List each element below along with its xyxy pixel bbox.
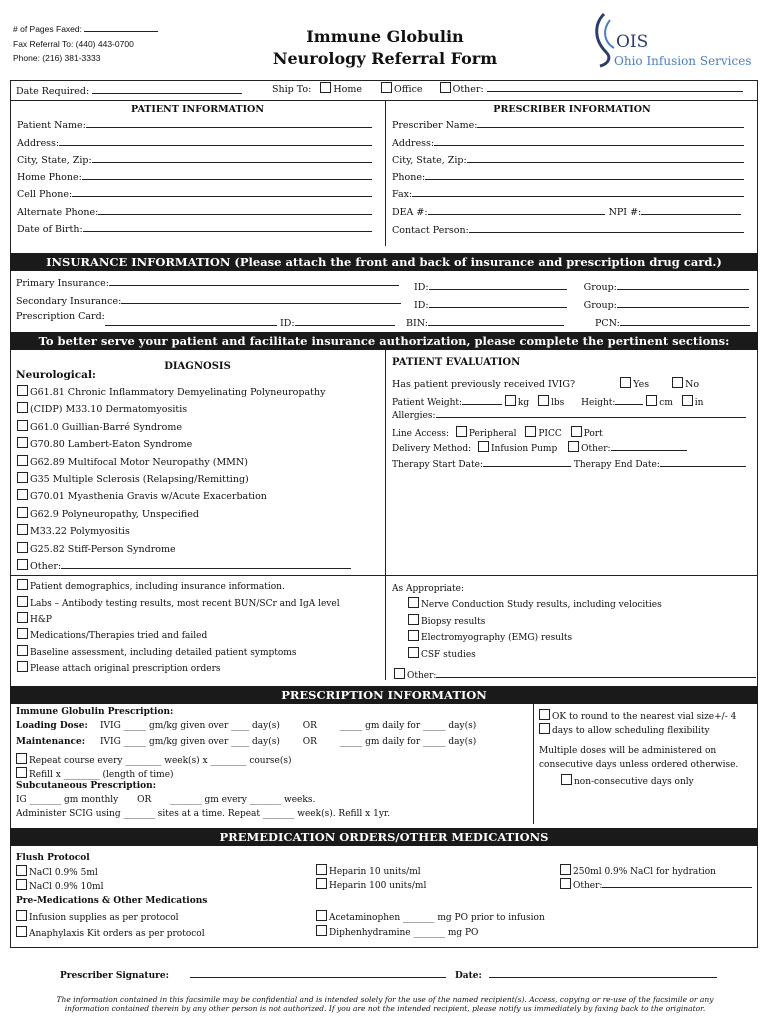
weight-row — [392, 395, 703, 408]
document-item — [17, 661, 221, 674]
ig-monthly-row — [16, 795, 315, 805]
document-appropriate-checkbox[interactable] — [408, 597, 419, 608]
secondary-id-field[interactable] — [429, 298, 567, 308]
subq-label: Subcutaneous Prescription: — [16, 781, 157, 791]
document-label: Labs – Antibody testing results, most recent BUN/SCr and IgA level — [30, 599, 340, 609]
administer-text: Administer SCIG using _______ sites at a time. Repeat _______ week(s). Refill x 1yr. — [16, 809, 391, 819]
nacl10-checkbox[interactable] — [16, 879, 27, 890]
repeat-checkbox[interactable] — [16, 753, 27, 764]
patient-field-row — [17, 170, 372, 183]
document-checkbox[interactable] — [17, 612, 28, 623]
cm-label: cm — [659, 398, 673, 408]
maintenance-row — [16, 737, 476, 747]
fax-referral: Fax Referral To: (440) 443-0700 — [13, 38, 134, 49]
document-appropriate-checkbox[interactable] — [408, 630, 419, 641]
patient-field-label: City, State, Zip: — [17, 155, 92, 166]
diagnosis-label: G62.9 Polyneuropathy, Unspecified — [30, 508, 199, 520]
prescriber-field-label: Prescriber Name: — [392, 120, 478, 131]
signature-label: Prescriber Signature: — [60, 971, 169, 981]
document-label: Please attach original prescription orders — [30, 664, 221, 674]
primary-insurance-row — [16, 276, 399, 289]
nonconsec-label: non-consecutive days only — [574, 777, 694, 787]
document-checkbox[interactable] — [17, 596, 28, 607]
page-title — [250, 26, 520, 70]
anaphylaxis-label: Anaphylaxis Kit orders as per protocol — [29, 929, 205, 939]
logo-letters: OIS — [616, 32, 649, 52]
prescription-card-row — [105, 316, 395, 329]
supplies-row — [16, 910, 179, 923]
delivery-row — [392, 441, 687, 454]
date-required-field[interactable] — [92, 84, 242, 94]
premed-other-row — [560, 878, 752, 891]
logo-name: Ohio Infusion Services — [614, 54, 752, 68]
prescriber-field-label: Fax: — [392, 189, 413, 200]
maintenance-daily-text: _____ gm daily for _____ day(s) — [339, 737, 477, 747]
doc-other-field[interactable] — [436, 668, 756, 678]
nacl5-row — [16, 865, 98, 878]
flush-protocol-label: Flush Protocol — [16, 853, 90, 863]
diagnosis-label: M33.22 Polymyositis — [30, 526, 130, 538]
ivig-yes-checkbox[interactable] — [620, 377, 631, 388]
signature-row — [60, 968, 446, 981]
in-checkbox[interactable] — [682, 395, 693, 406]
therapy-start-label: Therapy Start Date: — [392, 460, 483, 470]
prescriber-field-label: Contact Person: — [392, 225, 469, 236]
diagnosis-label: G61.0 Guillian-Barré Syndrome — [30, 421, 182, 433]
bin-label: BIN: — [406, 318, 428, 329]
delivery-other-checkbox[interactable] — [568, 441, 579, 452]
diagnosis-checkbox[interactable] — [17, 385, 28, 396]
prescriber-info-heading: PRESCRIBER INFORMATION — [493, 104, 651, 115]
nacl10-label: NaCl 0.9% 10ml — [29, 882, 104, 892]
delivery-label: Delivery Method: — [392, 444, 472, 454]
sched-row — [539, 723, 710, 736]
sig-date-label: Date: — [455, 971, 482, 981]
prescriber-field-row — [392, 153, 744, 166]
prescriber-field-input[interactable] — [434, 136, 744, 146]
rx-id-field[interactable] — [295, 316, 395, 326]
diagnosis-item — [17, 489, 267, 502]
lbs-label: lbs — [551, 398, 565, 408]
heparin100-row — [316, 878, 426, 891]
document-appropriate-label: Electromyography (EMG) results — [421, 633, 573, 643]
primary-group-field[interactable] — [617, 280, 749, 290]
diphen-label: Diphenhydramine _______ mg PO — [329, 928, 479, 938]
refill-label: Refill x ________ (length of time) — [29, 770, 174, 780]
secondary-insurance-label: Secondary Insurance: — [16, 296, 122, 307]
divider — [10, 100, 758, 101]
refill-row — [16, 767, 174, 780]
primary-group-label: Group: — [583, 282, 617, 293]
sig-date-row — [455, 968, 717, 981]
round-label: OK to round to the nearest vial size+/- 4 — [552, 712, 737, 722]
diagnosis-label: G70.80 Lambert-Eaton Syndrome — [30, 439, 193, 451]
divider — [385, 100, 386, 246]
diagnosis-label: G62.89 Multifocal Motor Neuropathy (MMN) — [30, 456, 248, 468]
lbs-checkbox[interactable] — [538, 395, 549, 406]
height-label: Height: — [581, 398, 616, 408]
prescriber-field-row — [392, 223, 744, 236]
port-checkbox[interactable] — [571, 426, 582, 437]
pcn-label: PCN: — [594, 318, 620, 329]
document-appropriate-label: CSF studies — [421, 649, 476, 660]
sched-label: days to allow scheduling flexibility — [552, 726, 710, 736]
infusion-pump-checkbox[interactable] — [478, 441, 489, 452]
prescriber-field-row — [392, 205, 741, 218]
rx-id-label: ID: — [280, 318, 295, 329]
diagnosis-checkbox[interactable] — [17, 489, 28, 500]
pcn-field[interactable] — [620, 316, 750, 326]
patient-field-input[interactable] — [98, 205, 372, 215]
pages-faxed-field[interactable] — [84, 22, 158, 32]
bin-field[interactable] — [428, 316, 564, 326]
document-label: Patient demographics, including insurance information. — [30, 582, 285, 592]
title-line-1: Immune Globulin — [306, 27, 464, 46]
diagnosis-checkbox[interactable] — [17, 472, 28, 483]
document-item-appropriate — [408, 630, 572, 643]
prescriber-field-label: DEA #: — [392, 207, 428, 218]
diagnosis-item — [17, 472, 249, 485]
ig-monthly-text: IG _______ gm monthly — [16, 795, 119, 805]
loading-daily-text: _____ gm daily for _____ day(s) — [339, 721, 477, 731]
phone: Phone: (216) 381-3333 — [13, 53, 101, 63]
date-required-row — [16, 84, 242, 97]
diagnosis-other-field[interactable] — [61, 559, 351, 569]
diagnosis-item — [17, 385, 325, 398]
subq-or: OR — [137, 795, 152, 805]
prescriber-field-input[interactable] — [477, 118, 744, 128]
peripheral-checkbox[interactable] — [456, 426, 467, 437]
round-row — [539, 709, 736, 722]
doc-other-checkbox[interactable] — [394, 668, 405, 679]
allergies-row — [392, 408, 746, 421]
neurological-label: Neurological: — [16, 369, 96, 381]
document-checkbox[interactable] — [17, 628, 28, 639]
prev-ivig-row — [392, 377, 699, 390]
primary-id-field[interactable] — [429, 280, 567, 290]
prescriber-field-input[interactable] — [425, 170, 744, 180]
secondary-insurance-field[interactable] — [121, 294, 401, 304]
diagnosis-checkbox[interactable] — [17, 455, 28, 466]
nonconsec-row — [561, 774, 694, 787]
prescription-heading: PRESCRIPTION INFORMATION — [10, 686, 758, 704]
document-label: Medications/Therapies tried and failed — [30, 631, 208, 641]
ship-other-checkbox[interactable] — [440, 82, 451, 93]
patient-field-label: Date of Birth: — [17, 224, 83, 235]
document-item-appropriate — [408, 614, 485, 627]
therapy-dates-row — [392, 457, 746, 470]
secondary-id-row — [414, 298, 749, 311]
cm-checkbox[interactable] — [646, 395, 657, 406]
heparin100-checkbox[interactable] — [316, 878, 327, 889]
company-logo — [590, 10, 760, 72]
sig-date-field[interactable] — [489, 968, 717, 978]
sched-checkbox[interactable] — [539, 723, 550, 734]
premed-label: Pre-Medications & Other Medications — [16, 896, 208, 906]
heparin10-checkbox[interactable] — [316, 864, 327, 875]
ivig-no-checkbox[interactable] — [672, 377, 683, 388]
anaphylaxis-row — [16, 926, 205, 939]
premed-other-field[interactable] — [602, 878, 752, 888]
document-item — [17, 579, 285, 592]
nacl5-checkbox[interactable] — [16, 865, 27, 876]
ship-to-row — [272, 82, 743, 95]
repeat-label: Repeat course every ________ week(s) x ________ course(s) — [29, 756, 292, 766]
document-appropriate-checkbox[interactable] — [408, 647, 419, 658]
nacl10-row — [16, 879, 103, 892]
patient-field-row — [17, 118, 372, 131]
prescriber-field-label: Phone: — [392, 172, 426, 183]
prescriber-field-row — [392, 170, 744, 183]
picc-checkbox[interactable] — [525, 426, 536, 437]
prescriber-field-input[interactable] — [428, 205, 605, 215]
npi-label: NPI #: — [608, 207, 642, 218]
diagnosis-item — [17, 524, 130, 537]
diagnosis-label: Other: — [30, 561, 62, 572]
document-item-appropriate — [408, 647, 476, 660]
prescriber-field-input[interactable] — [412, 187, 744, 197]
document-item — [17, 596, 340, 609]
supplies-label: Infusion supplies as per protocol — [29, 913, 179, 923]
kg-checkbox[interactable] — [505, 395, 516, 406]
patient-field-label: Address: — [17, 138, 60, 149]
ship-to-label: Ship To: — [272, 84, 312, 95]
document-label: Baseline assessment, including detailed patient symptoms — [30, 648, 297, 658]
pages-faxed-label: # of Pages Faxed: — [13, 24, 82, 34]
document-appropriate-label: Biopsy results — [421, 616, 486, 627]
document-appropriate-label: Nerve Conduction Study results, including velocities — [421, 600, 662, 610]
footer-line-2: information contained therein by any other person is not authorized. If you are not the intended recipient, please notify us immediately by faxing back to the originator. — [64, 1004, 706, 1013]
diagnosis-label: G61.81 Chronic Inflammatory Demyelinating Polyneuropathy — [30, 387, 326, 398]
prescriber-field-row — [392, 118, 744, 131]
patient-field-input[interactable] — [59, 136, 372, 146]
premed-other-checkbox[interactable] — [560, 878, 571, 889]
loading-dose-label: Loading Dose: — [16, 721, 88, 731]
nacl250-row — [560, 864, 716, 877]
prev-ivig-label: Has patient previously received IVIG? — [392, 379, 576, 390]
ivig-yes-label: Yes — [633, 379, 650, 390]
therapy-start-field[interactable] — [483, 457, 571, 467]
weight-field[interactable] — [462, 395, 502, 405]
line-access-row — [392, 426, 603, 439]
secondary-group-label: Group: — [583, 300, 617, 311]
diagnosis-item — [17, 455, 248, 468]
patient-field-row — [17, 222, 372, 235]
maintenance-ivig-text: IVIG _____ gm/kg given over ____ day(s) — [100, 737, 280, 747]
diagnosis-item — [17, 437, 192, 450]
loading-ivig-text: IVIG _____ gm/kg given over ____ day(s) — [100, 721, 280, 731]
patient-field-input[interactable] — [72, 187, 372, 197]
document-checkbox[interactable] — [17, 661, 28, 672]
therapy-end-field[interactable] — [660, 457, 746, 467]
patient-field-label: Patient Name: — [17, 120, 86, 131]
premed-other-label: Other: — [573, 881, 603, 891]
evaluation-heading: PATIENT EVALUATION — [392, 357, 521, 368]
divider — [533, 704, 534, 824]
supplies-checkbox[interactable] — [16, 910, 27, 921]
diagnosis-label: (CIDP) M33.10 Dermatomyositis — [30, 404, 188, 416]
diagnosis-checkbox[interactable] — [17, 507, 28, 518]
doc-other-row — [394, 668, 756, 681]
heparin100-label: Heparin 100 units/ml — [329, 881, 427, 891]
nacl250-label: 250ml 0.9% NaCl for hydration — [573, 867, 716, 877]
nacl5-label: NaCl 0.9% 5ml — [29, 868, 98, 878]
bin-pcn-row — [406, 316, 750, 329]
office-checkbox[interactable] — [381, 82, 392, 93]
divider — [385, 350, 386, 680]
document-item — [17, 612, 52, 625]
diagnosis-checkbox[interactable] — [17, 542, 28, 553]
document-appropriate-checkbox[interactable] — [408, 614, 419, 625]
diagnosis-item — [17, 542, 176, 555]
diagnosis-checkbox[interactable] — [17, 524, 28, 535]
maintenance-label: Maintenance: — [16, 737, 86, 747]
prescriber-field-input[interactable] — [467, 153, 744, 163]
diagnosis-checkbox[interactable] — [17, 559, 28, 570]
document-checkbox[interactable] — [17, 579, 28, 590]
patient-field-row — [17, 205, 372, 218]
heparin10-label: Heparin 10 units/ml — [329, 867, 421, 877]
refill-checkbox[interactable] — [16, 767, 27, 778]
prescription-card-label-row — [16, 311, 105, 322]
diphen-checkbox[interactable] — [316, 925, 327, 936]
office-label: Office — [394, 84, 423, 95]
primary-id-label: ID: — [414, 282, 429, 293]
loading-dose-row — [16, 721, 476, 731]
diagnosis-label: G25.82 Stiff-Person Syndrome — [30, 543, 176, 555]
document-item-appropriate — [408, 597, 662, 610]
prescriber-field-row — [392, 136, 744, 149]
nacl250-checkbox[interactable] — [560, 864, 571, 875]
better-serve-heading: To better serve your patient and facilitate insurance authorization, please complete the pertinent sections: — [10, 332, 758, 350]
peripheral-label: Peripheral — [468, 429, 517, 439]
loading-or: OR — [302, 721, 317, 731]
diphen-row — [316, 925, 478, 938]
diagnosis-checkbox[interactable] — [17, 402, 28, 413]
infusion-pump-label: Infusion Pump — [491, 444, 558, 454]
weight-label: Patient Weight: — [392, 398, 463, 408]
prescription-card-label: Prescription Card: — [16, 311, 105, 322]
patient-field-row — [17, 136, 372, 149]
acetaminophen-row — [316, 910, 545, 923]
footer-line-1: The information contained in this facsimile may be confidential and is intended solely for the use of the named recipient(s). Access, copying or re-use of the facsimile or any — [56, 995, 714, 1004]
repeat-row — [16, 753, 292, 766]
maintenance-or: OR — [302, 737, 317, 747]
signature-field[interactable] — [190, 968, 446, 978]
npi-field[interactable] — [641, 205, 741, 215]
home-checkbox[interactable] — [320, 82, 331, 93]
diagnosis-checkbox[interactable] — [17, 437, 28, 448]
document-label: H&P — [30, 615, 52, 625]
document-checkbox[interactable] — [17, 645, 28, 656]
prescription-card-field[interactable] — [105, 316, 277, 326]
insurance-heading: INSURANCE INFORMATION (Please attach the front and back of insurance and prescription drug card.) — [10, 253, 758, 271]
diagnosis-heading: DIAGNOSIS — [164, 361, 231, 372]
kg-label: kg — [517, 398, 530, 408]
prescriber-field-row — [392, 187, 744, 200]
premed-heading: PREMEDICATION ORDERS/OTHER MEDICATIONS — [10, 828, 758, 846]
document-item — [17, 628, 207, 641]
anaphylaxis-checkbox[interactable] — [16, 926, 27, 937]
diagnosis-item — [17, 420, 182, 433]
ship-other-field[interactable] — [487, 82, 743, 92]
multiple-doses-line2: consecutive days unless ordered otherwise. — [539, 760, 739, 770]
as-appropriate-label: As Appropriate: — [392, 584, 465, 594]
patient-field-row — [17, 153, 372, 166]
height-field[interactable] — [615, 395, 643, 405]
diagnosis-item — [17, 559, 351, 572]
patient-info-heading: PATIENT INFORMATION — [131, 104, 264, 115]
delivery-other-field[interactable] — [611, 441, 687, 451]
date-required-label: Date Required: — [16, 86, 90, 97]
document-item — [17, 645, 296, 658]
patient-field-row — [17, 187, 372, 200]
doc-other-label: Other: — [407, 671, 437, 681]
secondary-group-field[interactable] — [617, 298, 749, 308]
patient-field-label: Home Phone: — [17, 172, 82, 183]
ship-other-label: Other: — [452, 84, 484, 95]
diagnosis-checkbox[interactable] — [17, 420, 28, 431]
title-line-2: Neurology Referral Form — [272, 49, 498, 68]
port-label: Port — [583, 429, 603, 439]
patient-field-input[interactable] — [86, 118, 372, 128]
round-checkbox[interactable] — [539, 709, 550, 720]
patient-field-label: Cell Phone: — [17, 189, 73, 200]
heparin10-row — [316, 864, 421, 877]
patient-field-label: Alternate Phone: — [17, 207, 99, 218]
ig-prescription-label: Immune Globulin Prescription: — [16, 707, 174, 717]
secondary-id-label: ID: — [414, 300, 429, 311]
acetaminophen-label: Acetaminophen _______ mg PO prior to infusion — [329, 913, 545, 923]
picc-label: PICC — [538, 429, 562, 439]
delivery-other-label: Other: — [581, 444, 611, 454]
multiple-doses-line1: Multiple doses will be administered on — [539, 746, 717, 756]
nonconsec-checkbox[interactable] — [561, 774, 572, 785]
allergies-field[interactable] — [436, 408, 746, 418]
diagnosis-item — [17, 402, 187, 415]
divider — [10, 575, 758, 576]
primary-insurance-field[interactable] — [109, 276, 399, 286]
diagnosis-label: G70.01 Myasthenia Gravis w/Acute Exacerbation — [30, 491, 267, 503]
prescriber-field-label: City, State, Zip: — [392, 155, 467, 166]
patient-field-input[interactable] — [83, 222, 372, 232]
line-access-label: Line Access: — [392, 429, 450, 439]
in-label: in — [694, 398, 704, 408]
allergies-label: Allergies: — [392, 411, 436, 421]
therapy-end-label: Therapy End Date: — [573, 460, 660, 470]
confidentiality-footer — [10, 995, 760, 1013]
primary-insurance-label: Primary Insurance: — [16, 278, 109, 289]
patient-field-input[interactable] — [92, 153, 372, 163]
diagnosis-item — [17, 507, 199, 520]
diagnosis-label: G35 Multiple Sclerosis (Relapsing/Remitting) — [30, 474, 249, 485]
ivig-no-label: No — [685, 379, 700, 390]
secondary-insurance-row — [16, 294, 401, 307]
header-info — [13, 22, 158, 66]
primary-id-row — [414, 280, 749, 293]
prescriber-field-label: Address: — [392, 138, 435, 149]
acetaminophen-checkbox[interactable] — [316, 910, 327, 921]
home-label: Home — [333, 84, 362, 95]
ig-every-text: _______ gm every _______ weeks. — [170, 795, 316, 805]
patient-field-input[interactable] — [82, 170, 372, 180]
prescriber-field-input[interactable] — [469, 223, 744, 233]
